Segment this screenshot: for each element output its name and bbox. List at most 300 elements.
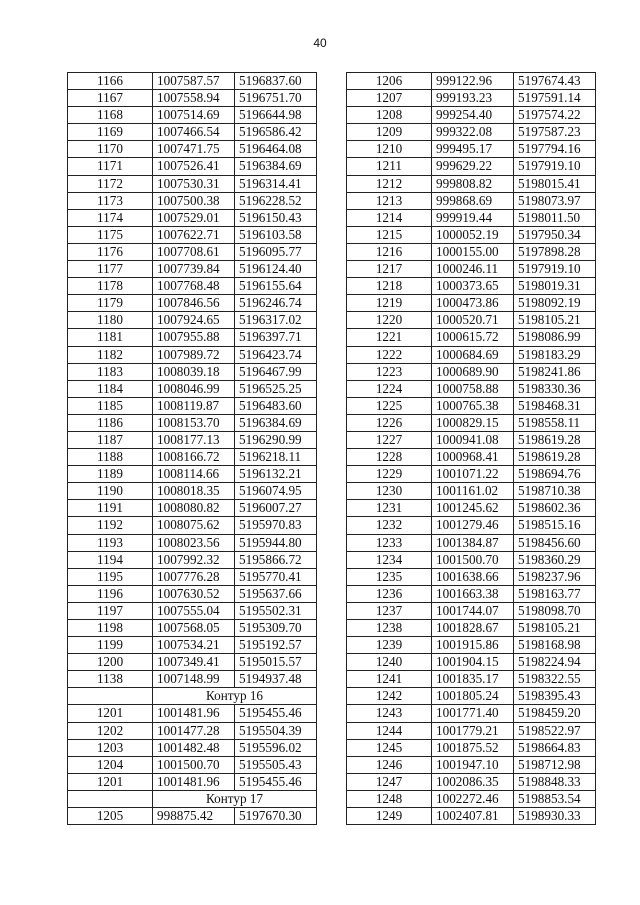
table-row — [347, 73, 596, 90]
point-number-cell: 1168 — [68, 107, 153, 124]
y-coordinate-cell: 5198224.94 — [514, 654, 596, 671]
table-row — [68, 756, 317, 773]
point-number-cell: 1227 — [347, 431, 432, 448]
table-row — [68, 637, 317, 654]
y-coordinate-cell: 5197587.23 — [514, 124, 596, 141]
y-coordinate-cell: 5196317.02 — [235, 312, 317, 329]
x-coordinate-cell: 999868.69 — [432, 192, 514, 209]
point-number-cell: 1206 — [347, 73, 432, 90]
table-row — [347, 363, 596, 380]
y-coordinate-cell: 5196384.69 — [235, 158, 317, 175]
y-coordinate-cell: 5198105.21 — [514, 312, 596, 329]
table-row — [347, 620, 596, 637]
point-number-cell: 1200 — [68, 654, 153, 671]
table-row — [347, 329, 596, 346]
y-coordinate-cell: 5195596.02 — [235, 739, 317, 756]
point-number-cell: 1174 — [68, 209, 153, 226]
x-coordinate-cell: 1007846.56 — [153, 295, 235, 312]
table-row — [347, 107, 596, 124]
point-number-cell: 1232 — [347, 517, 432, 534]
y-coordinate-cell: 5195192.57 — [235, 637, 317, 654]
x-coordinate-cell: 1007776.28 — [153, 568, 235, 585]
point-number-cell: 1193 — [68, 534, 153, 551]
table-row — [347, 739, 596, 756]
y-coordinate-cell: 5196007.27 — [235, 500, 317, 517]
point-number-cell: 1223 — [347, 363, 432, 380]
point-number-cell: 1224 — [347, 380, 432, 397]
x-coordinate-cell: 1007955.88 — [153, 329, 235, 346]
contour-heading-row — [68, 688, 317, 705]
point-number-cell: 1198 — [68, 620, 153, 637]
point-number-cell: 1167 — [68, 90, 153, 107]
x-coordinate-cell: 1007768.48 — [153, 278, 235, 295]
y-coordinate-cell: 5196290.99 — [235, 431, 317, 448]
y-coordinate-cell: 5197674.43 — [514, 73, 596, 90]
table-row — [347, 141, 596, 158]
table-row — [68, 568, 317, 585]
table-row — [68, 346, 317, 363]
point-number-cell: 1199 — [68, 637, 153, 654]
x-coordinate-cell: 1007148.99 — [153, 671, 235, 688]
table-row — [347, 517, 596, 534]
contour-heading-row — [68, 790, 317, 807]
x-coordinate-cell: 1001915.86 — [432, 637, 514, 654]
y-coordinate-cell: 5197898.28 — [514, 243, 596, 260]
x-coordinate-cell: 1007568.05 — [153, 620, 235, 637]
x-coordinate-cell: 1008080.82 — [153, 500, 235, 517]
point-number-cell: 1246 — [347, 756, 432, 773]
point-number-cell: 1217 — [347, 261, 432, 278]
y-coordinate-cell: 5195970.83 — [235, 517, 317, 534]
table-row — [347, 261, 596, 278]
x-coordinate-cell: 1008119.87 — [153, 397, 235, 414]
y-coordinate-cell: 5197670.30 — [235, 808, 317, 825]
x-coordinate-cell: 999495.17 — [432, 141, 514, 158]
point-number-cell: 1230 — [347, 483, 432, 500]
y-coordinate-cell: 5196464.08 — [235, 141, 317, 158]
point-number-cell: 1235 — [347, 568, 432, 585]
table-body-left — [68, 73, 317, 825]
point-number-cell: 1247 — [347, 773, 432, 790]
x-coordinate-cell: 1008114.66 — [153, 466, 235, 483]
y-coordinate-cell: 5197919.10 — [514, 261, 596, 278]
x-coordinate-cell: 1000615.72 — [432, 329, 514, 346]
table-row — [68, 380, 317, 397]
y-coordinate-cell: 5198619.28 — [514, 431, 596, 448]
point-number-cell: 1220 — [347, 312, 432, 329]
y-coordinate-cell: 5196228.52 — [235, 192, 317, 209]
y-coordinate-cell: 5194937.48 — [235, 671, 317, 688]
point-number-cell: 1216 — [347, 243, 432, 260]
contour-heading: Контур 16 — [153, 688, 317, 705]
table-row — [68, 551, 317, 568]
point-number-cell: 1229 — [347, 466, 432, 483]
table-row — [347, 585, 596, 602]
table-row — [68, 243, 317, 260]
table-row — [68, 773, 317, 790]
table-row — [68, 414, 317, 431]
y-coordinate-cell: 5198459.20 — [514, 705, 596, 722]
point-number-cell: 1178 — [68, 278, 153, 295]
x-coordinate-cell: 1007534.21 — [153, 637, 235, 654]
y-coordinate-cell: 5196586.42 — [235, 124, 317, 141]
y-coordinate-cell: 5198848.33 — [514, 773, 596, 790]
x-coordinate-cell: 1007989.72 — [153, 346, 235, 363]
x-coordinate-cell: 999629.22 — [432, 158, 514, 175]
x-coordinate-cell: 1007558.94 — [153, 90, 235, 107]
y-coordinate-cell: 5196483.60 — [235, 397, 317, 414]
table-row — [347, 158, 596, 175]
x-coordinate-cell: 1001245.62 — [432, 500, 514, 517]
x-coordinate-cell: 1000373.65 — [432, 278, 514, 295]
point-number-cell: 1231 — [347, 500, 432, 517]
table-body-right — [347, 73, 596, 825]
point-number-cell: 1228 — [347, 449, 432, 466]
table-row — [68, 466, 317, 483]
point-number-cell: 1201 — [68, 705, 153, 722]
x-coordinate-cell: 1001904.15 — [432, 654, 514, 671]
point-number-cell: 1170 — [68, 141, 153, 158]
y-coordinate-cell: 5198619.28 — [514, 449, 596, 466]
table-row — [68, 175, 317, 192]
y-coordinate-cell: 5195455.46 — [235, 705, 317, 722]
point-number-cell: 1190 — [68, 483, 153, 500]
y-coordinate-cell: 5198105.21 — [514, 620, 596, 637]
table-row — [347, 124, 596, 141]
table-row — [68, 431, 317, 448]
x-coordinate-cell: 1001663.38 — [432, 585, 514, 602]
x-coordinate-cell: 1002272.46 — [432, 790, 514, 807]
table-row — [68, 295, 317, 312]
x-coordinate-cell: 1000968.41 — [432, 449, 514, 466]
empty-cell — [68, 790, 153, 807]
point-number-cell: 1166 — [68, 73, 153, 90]
x-coordinate-cell: 1007466.54 — [153, 124, 235, 141]
x-coordinate-cell: 999122.96 — [432, 73, 514, 90]
table-row — [347, 637, 596, 654]
x-coordinate-cell: 1001482.48 — [153, 739, 235, 756]
point-number-cell: 1248 — [347, 790, 432, 807]
table-row — [68, 278, 317, 295]
x-coordinate-cell: 1000829.15 — [432, 414, 514, 431]
x-coordinate-cell: 999808.82 — [432, 175, 514, 192]
point-number-cell: 1183 — [68, 363, 153, 380]
y-coordinate-cell: 5197574.22 — [514, 107, 596, 124]
table-row — [347, 534, 596, 551]
y-coordinate-cell: 5198558.11 — [514, 414, 596, 431]
point-number-cell: 1194 — [68, 551, 153, 568]
table-row — [68, 654, 317, 671]
point-number-cell: 1226 — [347, 414, 432, 431]
table-row — [68, 739, 317, 756]
point-number-cell: 1188 — [68, 449, 153, 466]
x-coordinate-cell: 999193.23 — [432, 90, 514, 107]
table-row — [68, 705, 317, 722]
x-coordinate-cell: 1007349.41 — [153, 654, 235, 671]
table-row — [347, 756, 596, 773]
x-coordinate-cell: 1008075.62 — [153, 517, 235, 534]
table-row — [347, 295, 596, 312]
point-number-cell: 1210 — [347, 141, 432, 158]
point-number-cell: 1218 — [347, 278, 432, 295]
point-number-cell: 1197 — [68, 602, 153, 619]
table-row — [68, 517, 317, 534]
y-coordinate-cell: 5196467.99 — [235, 363, 317, 380]
empty-cell — [68, 688, 153, 705]
y-coordinate-cell: 5198712.98 — [514, 756, 596, 773]
y-coordinate-cell: 5198086.99 — [514, 329, 596, 346]
y-coordinate-cell: 5196074.95 — [235, 483, 317, 500]
point-number-cell: 1175 — [68, 226, 153, 243]
y-coordinate-cell: 5196384.69 — [235, 414, 317, 431]
table-row — [68, 500, 317, 517]
x-coordinate-cell: 1001638.66 — [432, 568, 514, 585]
y-coordinate-cell: 5198664.83 — [514, 739, 596, 756]
table-row — [68, 620, 317, 637]
point-number-cell: 1214 — [347, 209, 432, 226]
point-number-cell: 1233 — [347, 534, 432, 551]
y-coordinate-cell: 5196397.71 — [235, 329, 317, 346]
point-number-cell: 1212 — [347, 175, 432, 192]
table-row — [68, 602, 317, 619]
y-coordinate-cell: 5198015.41 — [514, 175, 596, 192]
point-number-cell: 1177 — [68, 261, 153, 278]
y-coordinate-cell: 5196525.25 — [235, 380, 317, 397]
table-row — [347, 483, 596, 500]
y-coordinate-cell: 5198515.16 — [514, 517, 596, 534]
y-coordinate-cell: 5195944.80 — [235, 534, 317, 551]
y-coordinate-cell: 5198456.60 — [514, 534, 596, 551]
table-row — [68, 73, 317, 90]
x-coordinate-cell: 1001835.17 — [432, 671, 514, 688]
x-coordinate-cell: 1008039.18 — [153, 363, 235, 380]
x-coordinate-cell: 999322.08 — [432, 124, 514, 141]
x-coordinate-cell: 1007739.84 — [153, 261, 235, 278]
point-number-cell: 1204 — [68, 756, 153, 773]
point-number-cell: 1249 — [347, 808, 432, 825]
point-number-cell: 1172 — [68, 175, 153, 192]
table-row — [68, 107, 317, 124]
y-coordinate-cell: 5198019.31 — [514, 278, 596, 295]
y-coordinate-cell: 5195504.39 — [235, 722, 317, 739]
x-coordinate-cell: 1001481.96 — [153, 705, 235, 722]
y-coordinate-cell: 5196150.43 — [235, 209, 317, 226]
coordinates-table-left — [67, 72, 317, 825]
x-coordinate-cell: 1000052.19 — [432, 226, 514, 243]
point-number-cell: 1191 — [68, 500, 153, 517]
x-coordinate-cell: 1007555.04 — [153, 602, 235, 619]
y-coordinate-cell: 5196751.70 — [235, 90, 317, 107]
x-coordinate-cell: 1001828.67 — [432, 620, 514, 637]
y-coordinate-cell: 5197794.16 — [514, 141, 596, 158]
y-coordinate-cell: 5196124.40 — [235, 261, 317, 278]
x-coordinate-cell: 1007500.38 — [153, 192, 235, 209]
x-coordinate-cell: 1001384.87 — [432, 534, 514, 551]
table-row — [68, 585, 317, 602]
y-coordinate-cell: 5195770.41 — [235, 568, 317, 585]
y-coordinate-cell: 5198710.38 — [514, 483, 596, 500]
y-coordinate-cell: 5198360.29 — [514, 551, 596, 568]
table-row — [68, 312, 317, 329]
table-row — [68, 534, 317, 551]
point-number-cell: 1241 — [347, 671, 432, 688]
y-coordinate-cell: 5195455.46 — [235, 773, 317, 790]
table-row — [68, 158, 317, 175]
x-coordinate-cell: 1000520.71 — [432, 312, 514, 329]
table-row — [347, 773, 596, 790]
table-row — [347, 654, 596, 671]
y-coordinate-cell: 5195309.70 — [235, 620, 317, 637]
point-number-cell: 1189 — [68, 466, 153, 483]
y-coordinate-cell: 5196314.41 — [235, 175, 317, 192]
x-coordinate-cell: 1001744.07 — [432, 602, 514, 619]
y-coordinate-cell: 5197919.10 — [514, 158, 596, 175]
y-coordinate-cell: 5198694.76 — [514, 466, 596, 483]
y-coordinate-cell: 5198395.43 — [514, 688, 596, 705]
x-coordinate-cell: 1001071.22 — [432, 466, 514, 483]
table-row — [347, 397, 596, 414]
y-coordinate-cell: 5195866.72 — [235, 551, 317, 568]
table-row — [68, 226, 317, 243]
table-row — [68, 722, 317, 739]
table-row — [68, 671, 317, 688]
point-number-cell: 1209 — [347, 124, 432, 141]
x-coordinate-cell: 1001279.46 — [432, 517, 514, 534]
table-row — [68, 483, 317, 500]
table-row — [347, 602, 596, 619]
table-row — [68, 329, 317, 346]
table-row — [347, 790, 596, 807]
y-coordinate-cell: 5195502.31 — [235, 602, 317, 619]
x-coordinate-cell: 1007622.71 — [153, 226, 235, 243]
point-number-cell: 1138 — [68, 671, 153, 688]
point-number-cell: 1236 — [347, 585, 432, 602]
table-row — [68, 192, 317, 209]
y-coordinate-cell: 5198092.19 — [514, 295, 596, 312]
point-number-cell: 1187 — [68, 431, 153, 448]
point-number-cell: 1222 — [347, 346, 432, 363]
y-coordinate-cell: 5198522.97 — [514, 722, 596, 739]
y-coordinate-cell: 5197591.14 — [514, 90, 596, 107]
point-number-cell: 1219 — [347, 295, 432, 312]
table-row — [347, 90, 596, 107]
x-coordinate-cell: 1000765.38 — [432, 397, 514, 414]
point-number-cell: 1202 — [68, 722, 153, 739]
y-coordinate-cell: 5196246.74 — [235, 295, 317, 312]
x-coordinate-cell: 1001500.70 — [153, 756, 235, 773]
x-coordinate-cell: 999919.44 — [432, 209, 514, 226]
table-row — [68, 209, 317, 226]
table-row — [68, 90, 317, 107]
x-coordinate-cell: 1000684.69 — [432, 346, 514, 363]
x-coordinate-cell: 1000941.08 — [432, 431, 514, 448]
point-number-cell: 1213 — [347, 192, 432, 209]
table-row — [68, 261, 317, 278]
point-number-cell: 1237 — [347, 602, 432, 619]
point-number-cell: 1207 — [347, 90, 432, 107]
point-number-cell: 1195 — [68, 568, 153, 585]
y-coordinate-cell: 5195505.43 — [235, 756, 317, 773]
y-coordinate-cell: 5198853.54 — [514, 790, 596, 807]
x-coordinate-cell: 1001771.40 — [432, 705, 514, 722]
x-coordinate-cell: 1001481.96 — [153, 773, 235, 790]
x-coordinate-cell: 1000246.11 — [432, 261, 514, 278]
point-number-cell: 1242 — [347, 688, 432, 705]
y-coordinate-cell: 5198168.98 — [514, 637, 596, 654]
table-row — [347, 500, 596, 517]
x-coordinate-cell: 1002086.35 — [432, 773, 514, 790]
x-coordinate-cell: 1007529.01 — [153, 209, 235, 226]
x-coordinate-cell: 1007530.31 — [153, 175, 235, 192]
x-coordinate-cell: 1000473.86 — [432, 295, 514, 312]
x-coordinate-cell: 998875.42 — [153, 808, 235, 825]
point-number-cell: 1208 — [347, 107, 432, 124]
x-coordinate-cell: 1000155.00 — [432, 243, 514, 260]
y-coordinate-cell: 5198163.77 — [514, 585, 596, 602]
x-coordinate-cell: 1007526.41 — [153, 158, 235, 175]
x-coordinate-cell: 1008166.72 — [153, 449, 235, 466]
point-number-cell: 1184 — [68, 380, 153, 397]
x-coordinate-cell: 1007587.57 — [153, 73, 235, 90]
x-coordinate-cell: 1008046.99 — [153, 380, 235, 397]
table-row — [347, 278, 596, 295]
y-coordinate-cell: 5198241.86 — [514, 363, 596, 380]
x-coordinate-cell: 1001477.28 — [153, 722, 235, 739]
y-coordinate-cell: 5195637.66 — [235, 585, 317, 602]
y-coordinate-cell: 5198330.36 — [514, 380, 596, 397]
point-number-cell: 1171 — [68, 158, 153, 175]
x-coordinate-cell: 1008018.35 — [153, 483, 235, 500]
y-coordinate-cell: 5198098.70 — [514, 602, 596, 619]
x-coordinate-cell: 1001875.52 — [432, 739, 514, 756]
x-coordinate-cell: 1007514.69 — [153, 107, 235, 124]
table-row — [347, 551, 596, 568]
y-coordinate-cell: 5197950.34 — [514, 226, 596, 243]
table-row — [347, 243, 596, 260]
table-row — [347, 226, 596, 243]
point-number-cell: 1203 — [68, 739, 153, 756]
point-number-cell: 1221 — [347, 329, 432, 346]
table-row — [347, 312, 596, 329]
x-coordinate-cell: 1007992.32 — [153, 551, 235, 568]
point-number-cell: 1182 — [68, 346, 153, 363]
table-row — [68, 141, 317, 158]
point-number-cell: 1244 — [347, 722, 432, 739]
y-coordinate-cell: 5198468.31 — [514, 397, 596, 414]
table-row — [347, 175, 596, 192]
contour-heading: Контур 17 — [153, 790, 317, 807]
x-coordinate-cell: 1001161.02 — [432, 483, 514, 500]
point-number-cell: 1243 — [347, 705, 432, 722]
x-coordinate-cell: 999254.40 — [432, 107, 514, 124]
x-coordinate-cell: 1002407.81 — [432, 808, 514, 825]
y-coordinate-cell: 5196218.11 — [235, 449, 317, 466]
page-number: 40 — [313, 36, 327, 50]
y-coordinate-cell: 5196132.21 — [235, 466, 317, 483]
table-row — [347, 380, 596, 397]
point-number-cell: 1186 — [68, 414, 153, 431]
y-coordinate-cell: 5198073.97 — [514, 192, 596, 209]
point-number-cell: 1240 — [347, 654, 432, 671]
point-number-cell: 1211 — [347, 158, 432, 175]
point-number-cell: 1201 — [68, 773, 153, 790]
point-number-cell: 1180 — [68, 312, 153, 329]
x-coordinate-cell: 1000689.90 — [432, 363, 514, 380]
y-coordinate-cell: 5196095.77 — [235, 243, 317, 260]
point-number-cell: 1185 — [68, 397, 153, 414]
point-number-cell: 1238 — [347, 620, 432, 637]
point-number-cell: 1169 — [68, 124, 153, 141]
